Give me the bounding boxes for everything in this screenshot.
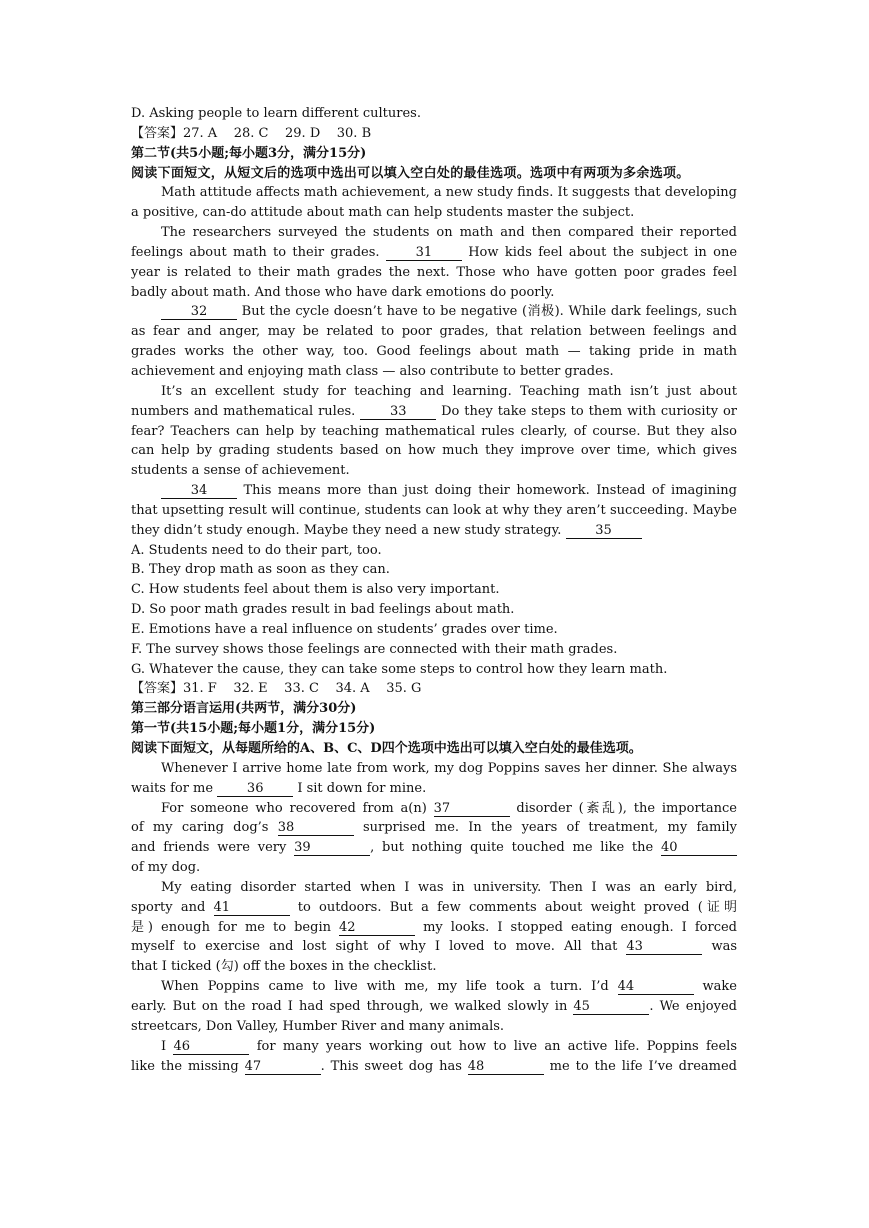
blank-41: 41 <box>214 900 290 916</box>
blank-38: 38 <box>278 820 354 836</box>
cloze-line: Whenever I arrive home late from work, my dog Poppins saves her dinner. She always <box>161 760 737 776</box>
part3-instruction: 阅读下面短文，从每题所给的A、B、C、D四个选项中选出可以填入空白处的最佳选项。 <box>131 741 642 756</box>
paragraph-1: Math attitude affects math achievement, a new study finds. It suggests that developing a positive, can-do attitude about math can help students master the subject. <box>131 185 737 221</box>
blank-47: 47 <box>245 1059 321 1075</box>
cloze-line: of my dog. <box>131 860 201 876</box>
cloze-line: myself to exercise and lost sight of why I loved to move. All that 43 was <box>131 939 738 955</box>
cloze-line: My eating disorder started when I was in university. Then I was an early bird, <box>161 879 737 895</box>
blank-48: 48 <box>468 1059 544 1075</box>
option-d-prev: D. Asking people to learn different cultures. <box>131 106 421 121</box>
blank-46: 46 <box>173 1039 249 1055</box>
option-a: A. Students need to do their part, too. <box>131 542 382 558</box>
cloze-line: like the missing 47 . This sweet dog has 48 me to the life I’ve dreamed <box>131 1058 738 1074</box>
cloze-line: of my caring dog’s 38 surprised me. In the years of treatment, my family <box>131 820 738 836</box>
cloze-line: waits for me 36 I sit down for mine. <box>131 780 427 796</box>
option-f: F. The survey shows those feelings are connected with their math grades. <box>131 641 618 657</box>
option-e: E. Emotions have a real influence on students’ grades over time. <box>131 621 558 637</box>
option-d: D. So poor math grades result in bad feelings about math. <box>131 602 515 618</box>
blank-44: 44 <box>618 979 694 995</box>
option-c: C. How students feel about them is also very important. <box>131 582 500 598</box>
blank-40: 40 <box>661 840 737 856</box>
part3-title: 第三部分语言运用(共两节，满分30分) <box>131 701 357 717</box>
p5-text: This means more than just doing their homework. Instead of imagining that upsetting result will continue, students can look at why they aren’t succeeding. Maybe they didn’t study enough. Maybe they need a new study strategy. <box>131 483 737 538</box>
option-b: B. They drop math as soon as they can. <box>131 562 390 578</box>
paragraph-3 <box>131 302 737 381</box>
blank-33: 33 <box>360 404 436 420</box>
cloze-line: When Poppins came to live with me, my life took a turn. I’d 44 wake <box>161 979 737 995</box>
p2-text-a: The researchers surveyed the students on math and then compared their reported feelings about math to their grades. <box>131 225 737 260</box>
blank-34: 34 <box>161 483 237 499</box>
paragraph-2 <box>131 223 737 302</box>
blank-36: 36 <box>217 781 293 797</box>
blank-39: 39 <box>294 840 370 856</box>
cloze-line: and friends were very 39 , but nothing quite touched me like the 40 <box>131 838 737 858</box>
cloze-line: early. But on the road I had sped through, we walked slowly in 45 . We enjoyed <box>131 998 737 1014</box>
blank-35: 35 <box>566 523 642 539</box>
blank-37: 37 <box>434 801 510 817</box>
option-g: G. Whatever the cause, they can take some steps to control how they learn math. <box>131 661 668 677</box>
blank-43: 43 <box>626 939 702 955</box>
answer-31-35: 【答案】31. F 32. E 33. C 34. A 35. G <box>131 681 422 697</box>
document-page <box>131 104 737 1076</box>
blank-42: 42 <box>339 920 415 936</box>
cloze-line: that I ticked (勾) off the boxes in the checklist. <box>131 959 437 975</box>
part3-section1-title: 第一节(共15小题;每小题1分，满分15分) <box>131 721 376 737</box>
cloze-line: 是) enough for me to begin 42 my looks. I stopped eating enough. I forced <box>131 919 737 935</box>
blank-45: 45 <box>573 999 649 1015</box>
cloze-line: For someone who recovered from a(n) 37 disorder (紊乱), the importance <box>161 800 737 816</box>
cloze-line: sporty and 41 to outdoors. But a few comments about weight proved (证明 <box>131 899 738 915</box>
paragraph-5 <box>131 481 737 541</box>
section2-title: 第二节(共5小题;每小题3分，满分15分) <box>131 145 367 161</box>
p4-text-b: Do they take steps to them with curiosity or fear? Teachers can help by teaching mathematical rules clearly, of course. But they also can help by grading students based on how much they improve over time, which gives students a sense of achievement. <box>131 403 738 479</box>
p3-text: But the cycle doesn’t have to be negative (消极). While dark feelings, such as fear and anger, may be related to poor grades, that relation between feelings and grades works the other way, too. Good feelings about math — taking pride in math achievement and enjoying math class — also contribute to better grades. <box>131 304 737 379</box>
cloze-line: I 46 for many years working out how to live an active life. Poppins feels <box>161 1038 737 1054</box>
answer-27-30: 【答案】27. A 28. C 29. D 30. B <box>131 125 372 141</box>
blank-32: 32 <box>161 304 237 320</box>
cloze-line: streetcars, Don Valley, Humber River and many animals. <box>131 1018 505 1034</box>
p4-text-a: It’s an excellent study for teaching and learning. Teaching math isn’t just about numbers and mathematical rules. <box>131 383 737 419</box>
paragraph-4 <box>131 382 737 481</box>
blank-31: 31 <box>386 245 462 261</box>
p2-text-b: How kids feel about the subject in one year is related to their math grades the next. Those who have gotten poor grades feel badly about math. And those who have dark emotions do poorly. <box>131 244 738 300</box>
section2-instruction: 阅读下面短文，从短文后的选项中选出可以填入空白处的最佳选项。选项中有两项为多余选项。 <box>131 165 690 181</box>
